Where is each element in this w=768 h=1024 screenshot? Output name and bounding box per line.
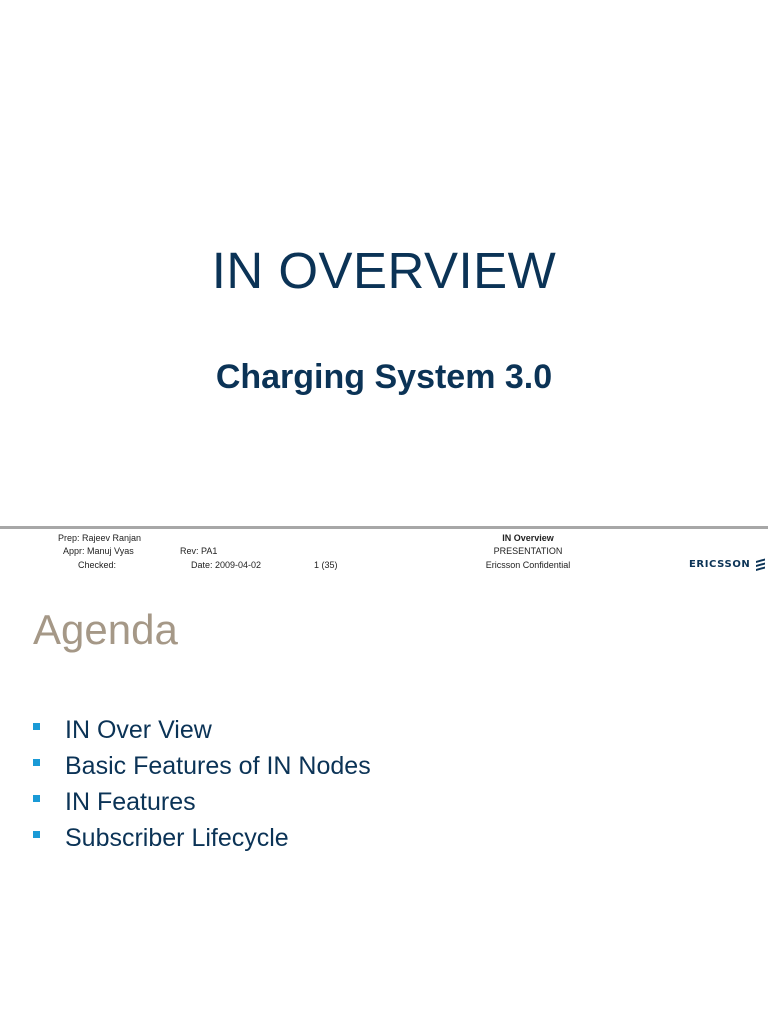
footer-page-number: 1 (35) bbox=[314, 560, 338, 570]
footer-rev: Rev: PA1 bbox=[180, 546, 218, 556]
square-bullet-icon bbox=[33, 759, 40, 766]
agenda-item-label: Basic Features of IN Nodes bbox=[65, 752, 371, 780]
agenda-list bbox=[33, 712, 371, 856]
agenda-item bbox=[33, 712, 371, 748]
logo-wordmark: ERICSSON bbox=[689, 558, 751, 570]
square-bullet-icon bbox=[33, 795, 40, 802]
agenda-item-label: IN Over View bbox=[65, 716, 212, 744]
footer-prep: Prep: Rajeev Ranjan bbox=[58, 533, 142, 543]
slide-title: IN OVERVIEW bbox=[211, 242, 557, 299]
ericsson-logo-icon bbox=[755, 558, 766, 571]
agenda-item bbox=[33, 820, 371, 856]
footer-checked: Checked: bbox=[78, 560, 117, 570]
square-bullet-icon bbox=[33, 723, 40, 730]
agenda-item bbox=[33, 784, 371, 820]
ericsson-logo bbox=[689, 557, 766, 571]
slide-subtitle: Charging System 3.0 bbox=[215, 358, 553, 396]
agenda-item-label: Subscriber Lifecycle bbox=[65, 824, 289, 852]
agenda-item-label: IN Features bbox=[65, 788, 196, 816]
footer-appr: Appr: Manuj Vyas bbox=[63, 546, 134, 556]
footer-divider bbox=[0, 526, 768, 529]
footer-date: Date: 2009-04-02 bbox=[191, 560, 262, 570]
agenda-item bbox=[33, 748, 371, 784]
footer-confidentiality: Ericsson Confidential bbox=[485, 560, 571, 570]
footer-doc-title: IN Overview bbox=[502, 533, 554, 543]
agenda-heading: Agenda bbox=[33, 606, 178, 653]
footer-doc-type: PRESENTATION bbox=[493, 546, 563, 556]
square-bullet-icon bbox=[33, 831, 40, 838]
